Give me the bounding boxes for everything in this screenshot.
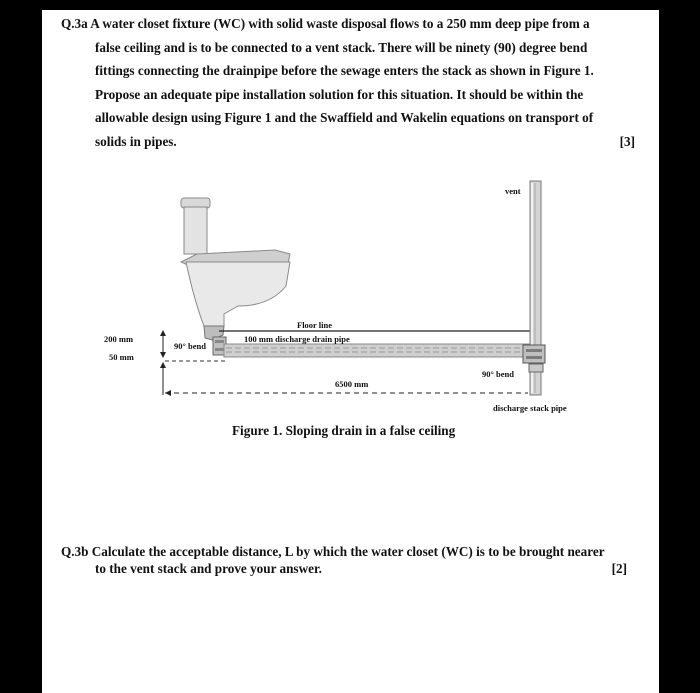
- question-3a-line-6: solids in pipes. [3]: [61, 130, 635, 154]
- question-3a-line-3: fittings connecting the drainpipe before the sewage enters the stack as shown in Figure 1.: [95, 63, 594, 79]
- water-closet-drawing: [181, 198, 290, 340]
- question-3b-line-1: Q.3b Calculate the acceptable distance, L by which the water closet (WC) is to be brought nearer: [61, 544, 605, 559]
- left-bend-label: 90° bend: [174, 341, 206, 351]
- question-3b-marks: [2]: [611, 561, 627, 576]
- depth-50-label: 50 mm: [109, 352, 134, 362]
- question-3b: [61, 543, 627, 577]
- question-3b-line-2-row: [61, 560, 627, 577]
- question-3a-line-1: Q.3a A water closet fixture (WC) with solid waste disposal flows to a 250 mm deep pipe from a: [61, 16, 590, 31]
- question-3a-line-2: false ceiling and is to be connected to a vent stack. There will be ninety (90) degree bend: [95, 39, 588, 55]
- floor-line-label: Floor line: [297, 320, 333, 330]
- drain-pipe-label: 100 mm discharge drain pipe: [244, 334, 350, 344]
- length-dimension: [165, 390, 528, 396]
- question-3a-line-5: allowable design using Figure 1 and the Swaffield and Wakelin equations on transport of: [95, 110, 594, 126]
- question-3b-line-2: to the vent stack and prove your answer.: [95, 561, 322, 576]
- depth-dimension: [160, 330, 166, 395]
- depth-200-label: 200 mm: [104, 334, 134, 344]
- drain-pipe: [224, 344, 533, 357]
- length-label: 6500 mm: [335, 379, 369, 389]
- figure-caption: Figure 1. Sloping drain in a false ceiling: [232, 423, 456, 438]
- right-90-bend: [523, 345, 545, 372]
- question-3a-line-4: Propose an adequate pipe installation solution for this situation. It should be within the: [95, 86, 584, 102]
- right-bend-label: 90° bend: [482, 369, 514, 379]
- question-3a-marks: [3]: [619, 133, 635, 149]
- discharge-stack-label: discharge stack pipe: [493, 403, 567, 413]
- vent-label: vent: [505, 186, 521, 196]
